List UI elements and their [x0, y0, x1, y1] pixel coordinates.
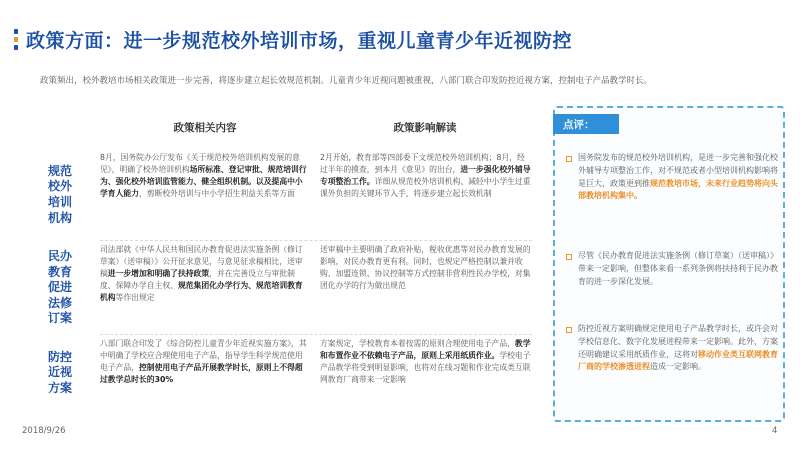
row-divider: [100, 240, 532, 241]
square-bullet-icon: [566, 156, 572, 162]
policy-impact-cell: 送审稿中主要明确了政府补贴，税收优惠等对民办教育发展的影响，对民办教育更有利。同时，也规定严格控制以兼并收购、加盟连锁、协议控制等方式控制非营利性民办学校，对集团化办学的行为做出规范: [320, 245, 531, 291]
policy-content-cell: 八部门联合印发了《综合防控儿童青少年近视实施方案》，其中明确了学校应合理使用电子产品，指导学生科学规范使用电子产品，控制使用电子产品开展教学时长，原则上不得超过教学总时长的30%: [100, 339, 307, 385]
policy-impact-cell: 2月开始，教育部等四部委下文规范校外培训机构；8月，经过半年的摸查，到本月《意见》的出台，进一步强化校外辅导专项整治工作。详细从规范校外培训机构、减轻中小学生过重课外负担的关键环节入手，将逐步建立起长效机制: [320, 153, 531, 199]
square-bullet-icon: [566, 254, 572, 260]
row-label: 规范校外培训机构: [47, 163, 72, 225]
policy-row-myopia: [30, 338, 540, 408]
column-header-content: 政策相关内容: [173, 122, 237, 134]
summary-text: 政策频出，校外教培市场相关政策进一步完善，将逐步建立起长效规范机制。儿童青少年近视问题被重视，八部门联合印发防控近视方案，控制电子产品教学时长。: [40, 76, 653, 86]
commentary-item: 国务院发布的规范校外培训机构，是进一步完善和强化校外辅导专项整治工作，对不规范或者小型培训机构影响将是巨大，政策更到推规范教培市场，未来行业趋势将向头部教培机构集中。: [566, 152, 778, 203]
commentary-tag: 点评：: [553, 114, 619, 134]
square-bullet-icon: [566, 327, 572, 333]
policy-content-cell: 司法部就《中华人民共和国民办教育促进法实施条例（修订草案）（送审稿）》公开征求意见，与意见征求稿相比，送审稿进一步增加和明确了扶持政策，并在完善设立与审批制度、保障办学自主权、规范集团化办学行为、规范培训教育机构等作出规定: [100, 245, 303, 303]
page-title: 政策方面：进一步规范校外培训市场，重视儿童青少年近视防控: [26, 30, 573, 52]
policy-row-training: [30, 152, 540, 238]
row-divider: [100, 334, 532, 335]
policy-content-cell: 8月，国务院办公厅发布《关于规范校外培训机构发展的意见》，明确了校外培训机构场所标准、登记审批、规范培训行为、强化校外培训监管能力、健全组织机制。以及提高中小学育人能力，剪断校外培训与中小学招生利益关系等方面: [100, 153, 307, 199]
row-label: 防控近视方案: [47, 349, 72, 395]
row-label: 民办教育促进法修订案: [47, 249, 72, 326]
title-bar: [14, 26, 572, 53]
page-number: 4: [772, 426, 778, 436]
column-header-impact: 政策影响解读: [393, 122, 457, 134]
commentary-item: 尽管《民办教育促进法实施条例（修订草案）（送审稿）》带来一定影响，但整体来看一系列条例将扶持利于民办教育的进一步深化发展。: [566, 250, 778, 288]
policy-impact-cell: 方案规定，学校教育本着按需的原则合理使用电子产品，教学和布置作业不依赖电子产品，原则上采用纸质作业。学校电子产品教学将受到明显影响，也将对在线习题和作业完成类互联网教育厂商带来一定影响: [320, 339, 531, 385]
policy-row-private-education: [30, 244, 540, 332]
footer-date: 2018/9/26: [22, 426, 66, 436]
commentary-item: 防控近视方案明确规定使用电子产品教学时长，或许会对学校信息化、数字化发展进程带来一定影响。此外，方案还明确建议采用纸质作业，这将对移动作业类互联网教育厂商的学校渗透进程造成一定影响。: [566, 323, 778, 374]
title-dots-icon: [14, 29, 18, 50]
